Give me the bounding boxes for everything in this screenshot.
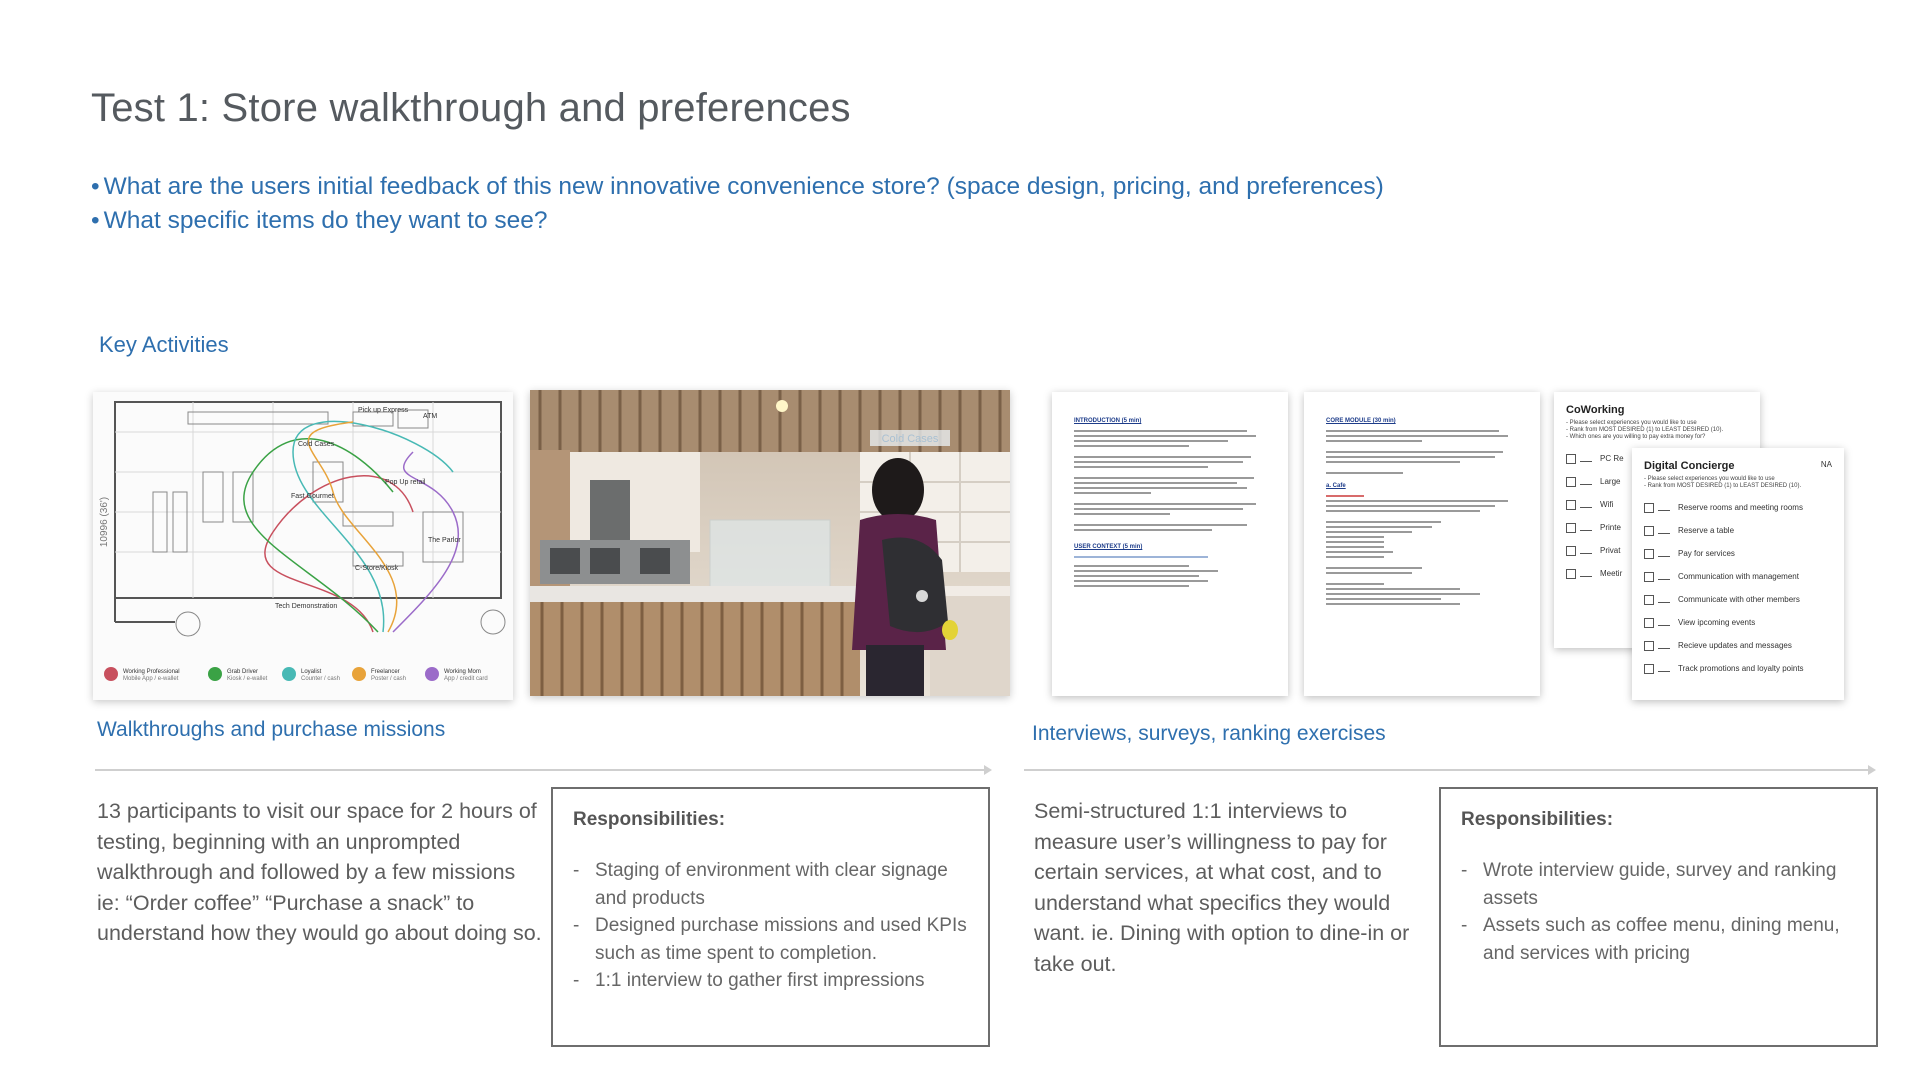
right-description: Semi-structured 1:1 interviews to measure user’s willingness to pay for certain services, at what cost, and to understand what specifics they would want. ie. Dining with option to dine-in or take out. xyxy=(1034,799,1410,976)
responsibility-item: - Staging of environment with clear signage and products xyxy=(573,857,968,912)
responsibility-item: - Designed purchase missions and used KPIs such as time spent to completion. xyxy=(573,912,968,967)
responsibility-item: - Wrote interview guide, survey and ranking assets xyxy=(1461,857,1856,912)
floorplan-image xyxy=(93,392,513,700)
right-divider-arrow xyxy=(1024,769,1874,771)
survey-description: - Please select experiences you would like to use - Rank from MOST DESIRED (1) to LEAST DESIRED (10). - Which ones are you willing to pay extra money for? xyxy=(1566,420,1724,440)
zone-label: The Parlor xyxy=(428,537,461,544)
left-caption: Walkthroughs and purchase missions xyxy=(97,718,446,741)
interview-guide-page-1 xyxy=(1052,392,1288,696)
survey-option: Recieve updates and messages xyxy=(1644,634,1832,657)
store-photo xyxy=(530,390,1010,696)
zone-label: Tech Demonstration xyxy=(275,603,338,610)
research-questions xyxy=(91,170,1384,238)
svg-text:Mobile App / e-wallet: Mobile App / e-wallet xyxy=(123,676,179,682)
left-responsibilities-box xyxy=(551,787,990,1047)
svg-text:Freelancer: Freelancer xyxy=(371,669,400,675)
page-title: Test 1: Store walkthrough and preferences xyxy=(91,86,851,130)
right-responsibilities-box xyxy=(1439,787,1878,1047)
responsibilities-title: Responsibilities: xyxy=(573,809,726,830)
survey-option: Communication with management xyxy=(1644,565,1832,588)
zone-label: ATM xyxy=(423,413,438,420)
svg-text:Kiosk / e-wallet: Kiosk / e-wallet xyxy=(227,676,268,682)
survey-description: - Please select experiences you would like to use - Rank from MOST DESIRED (1) to LEAST DESIRED (10). xyxy=(1644,476,1802,489)
zone-label: C-Store/Kiosk xyxy=(355,565,399,572)
svg-text:Working Professional: Working Professional xyxy=(123,669,180,675)
floorplan-svg xyxy=(93,392,513,700)
survey-title: CoWorking xyxy=(1566,404,1625,416)
svg-text:Working Mom: Working Mom xyxy=(444,669,481,675)
responsibilities-list xyxy=(1461,857,1856,967)
responsibilities-title: Responsibilities: xyxy=(1461,809,1614,830)
survey-option: Reserve a table xyxy=(1644,519,1832,542)
store-photo-svg xyxy=(530,390,1010,696)
doc-heading: CORE MODULE (30 min) xyxy=(1326,418,1396,424)
zone-label: Cold Cases xyxy=(298,441,335,448)
survey-option: Printe xyxy=(1566,516,1748,539)
survey-option: View ipcoming events xyxy=(1644,611,1832,634)
survey-option: PC Re xyxy=(1566,447,1748,470)
interview-guide-page-2 xyxy=(1304,392,1540,696)
zone-label: Fast Gourmet xyxy=(291,493,334,500)
zone-label: Pick up Express xyxy=(358,407,409,414)
svg-text:Counter / cash: Counter / cash xyxy=(301,676,341,682)
survey-option: Communicate with other members xyxy=(1644,588,1832,611)
survey-title: Digital Concierge xyxy=(1644,460,1735,472)
survey-option: Pay for services xyxy=(1644,542,1832,565)
survey-corner-label: NA xyxy=(1820,460,1832,469)
svg-text:Poster / cash: Poster / cash xyxy=(371,676,407,682)
doc-heading: INTRODUCTION (5 min) xyxy=(1074,418,1142,424)
svg-text:App / credit card: App / credit card xyxy=(444,676,488,682)
question-item: • What are the users initial feedback of this new innovative convenience store? (space design, pricing, and preferences) xyxy=(91,170,1384,204)
doc-heading: USER CONTEXT (5 min) xyxy=(1074,544,1143,550)
question-item: • What specific items do they want to see? xyxy=(91,204,1384,238)
sign-text: Cold Cases xyxy=(881,433,939,445)
survey-option: Track promotions and loyalty points xyxy=(1644,657,1832,680)
survey-option: Privat xyxy=(1566,539,1748,562)
responsibility-item: - 1:1 interview to gather first impressions xyxy=(573,967,968,995)
right-caption: Interviews, surveys, ranking exercises xyxy=(1032,722,1386,745)
dimension-label: 10996 (36') xyxy=(99,496,110,548)
zone-label: Pop Up retail xyxy=(385,479,426,486)
survey-option: Reserve rooms and meeting rooms xyxy=(1644,496,1832,519)
survey-option: Large xyxy=(1566,470,1748,493)
svg-text:Grab Driver: Grab Driver xyxy=(227,669,259,675)
survey-digital-concierge xyxy=(1632,448,1844,700)
key-activities-label: Key Activities xyxy=(99,332,229,357)
svg-text:Loyalist: Loyalist xyxy=(301,669,322,675)
survey-option: Wifi xyxy=(1566,493,1748,516)
responsibility-item: - Assets such as coffee menu, dining menu, and services with pricing xyxy=(1461,912,1856,967)
responsibilities-list xyxy=(573,857,968,995)
survey-option: Meetir xyxy=(1566,562,1748,585)
left-divider-arrow xyxy=(95,769,990,771)
doc-heading: a. Cafe xyxy=(1326,483,1346,489)
left-description: 13 participants to visit our space for 2 hours of testing, beginning with an unprompted walkthrough and followed by a few missions ie: “Order coffee” “Purchase a snack” to understand how they would go about doing so. xyxy=(97,799,542,945)
